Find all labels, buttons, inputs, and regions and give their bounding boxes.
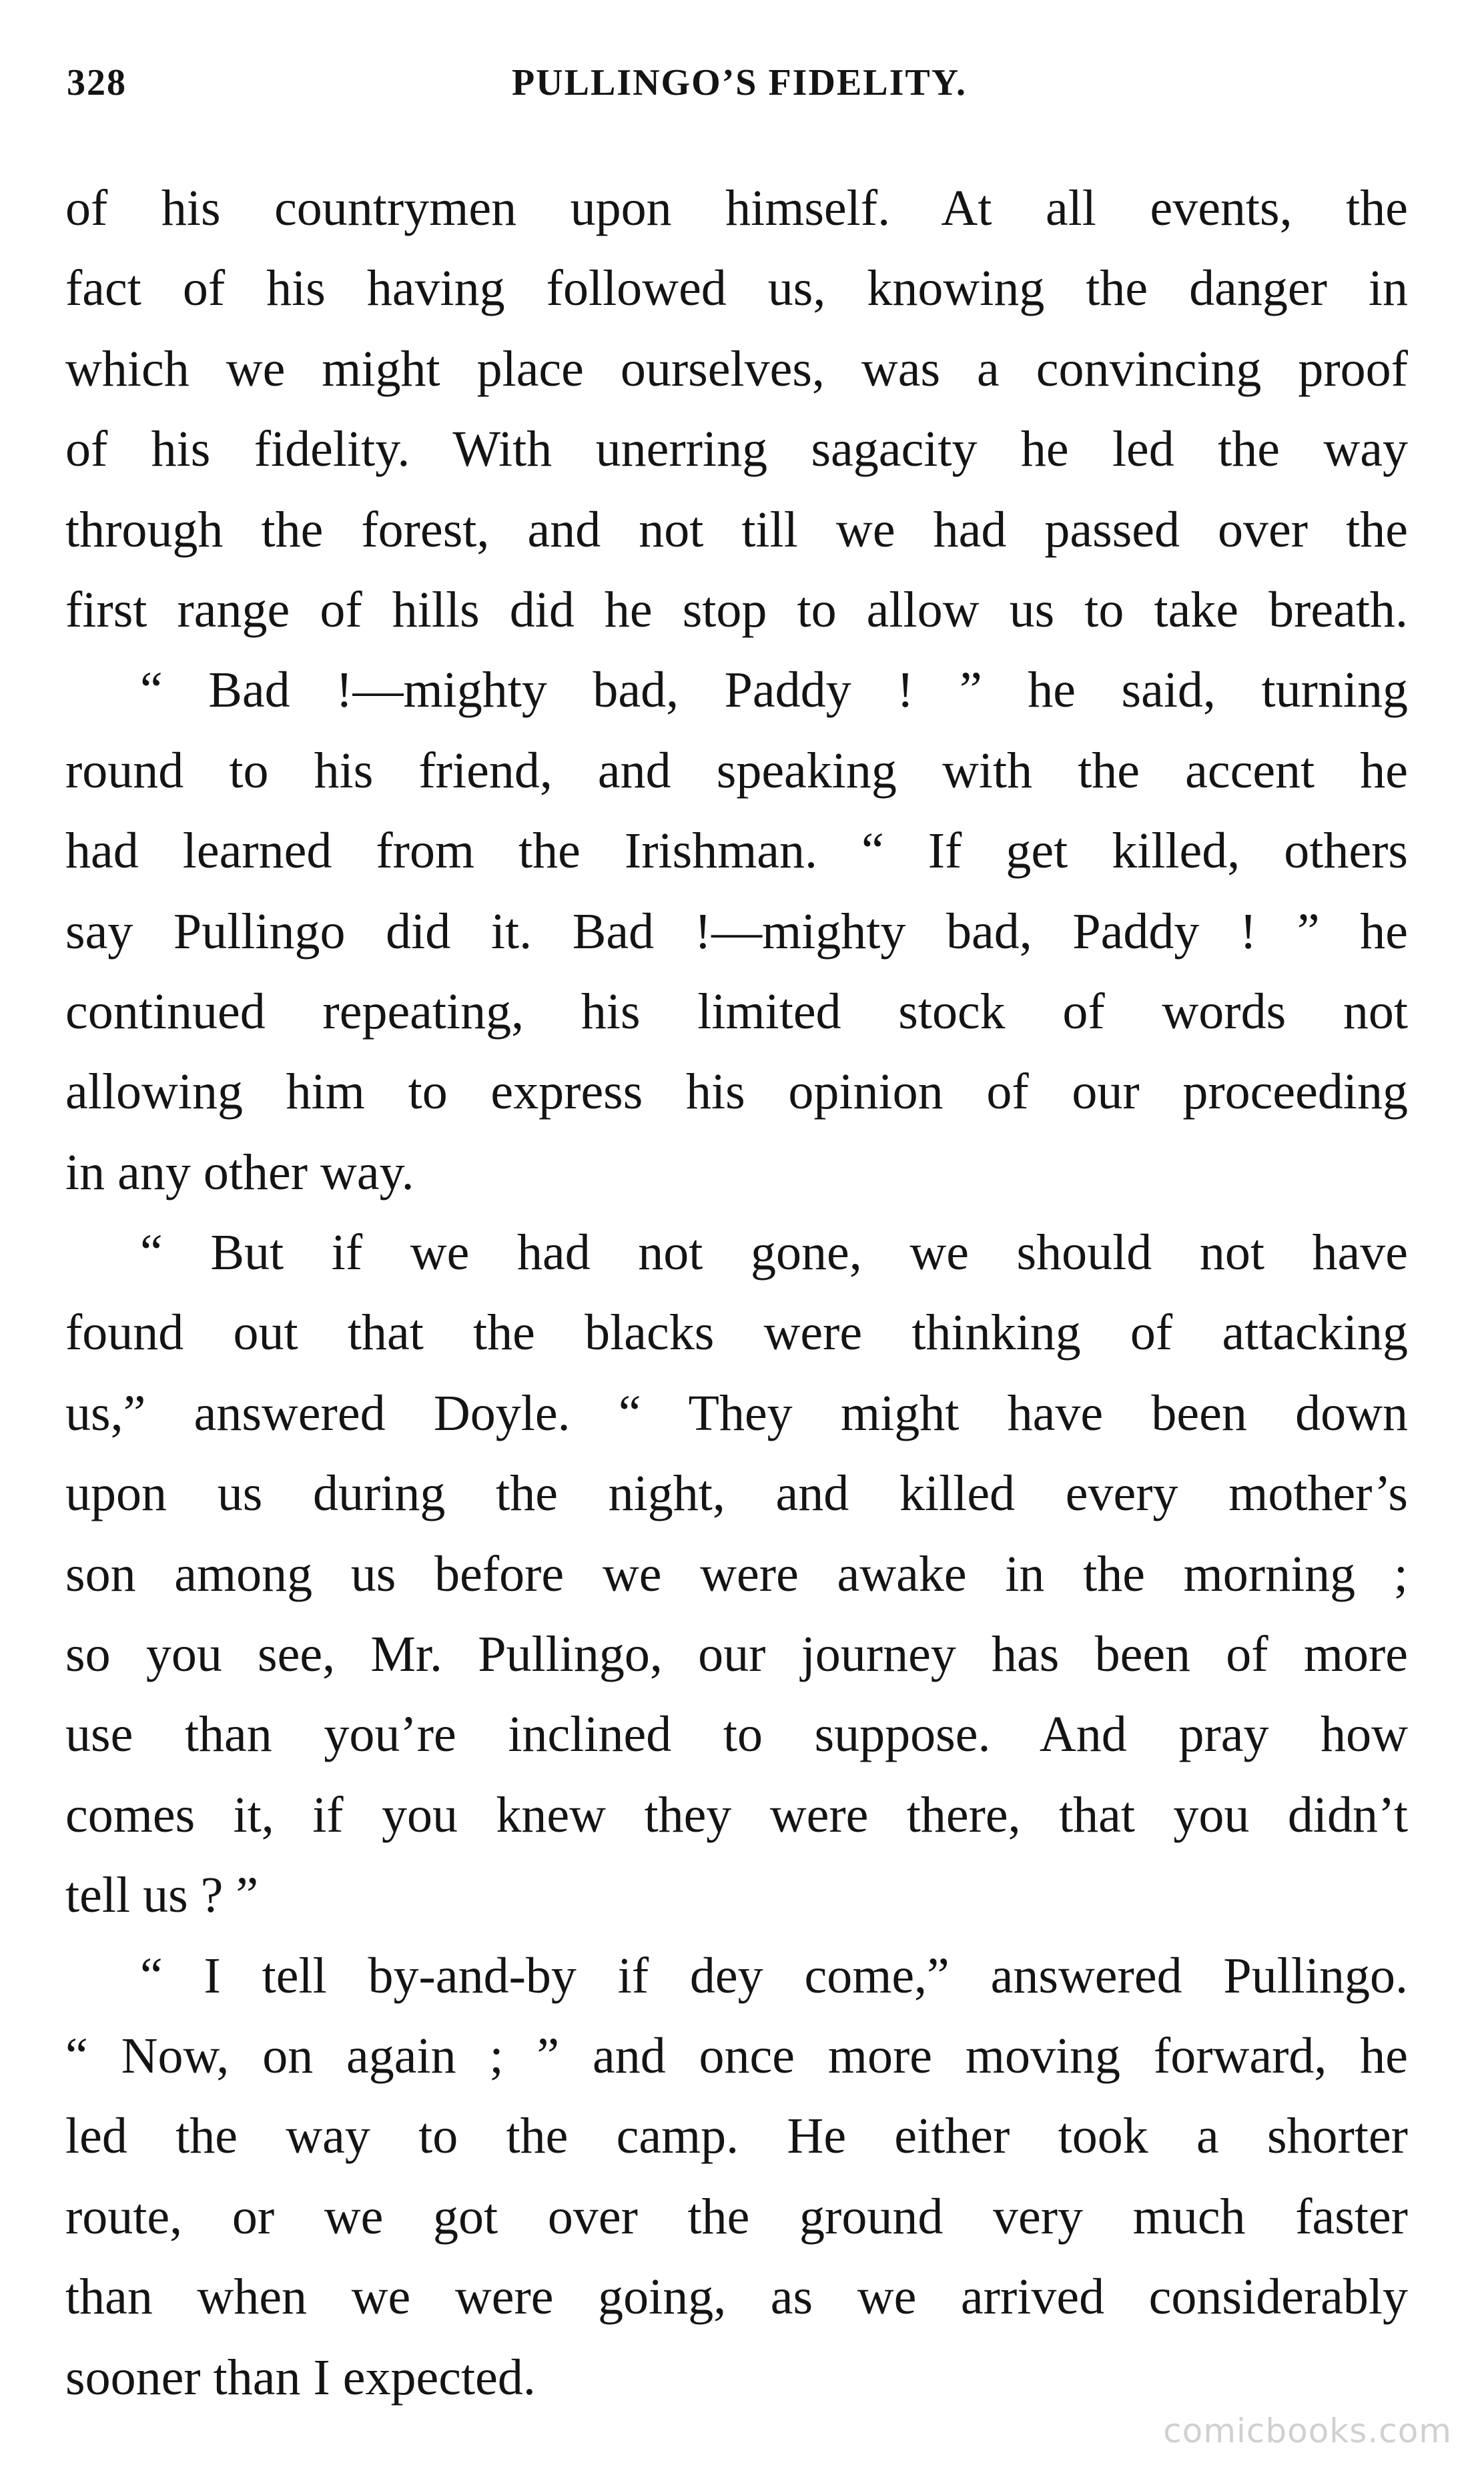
text-line: allowing him to express his opinion of our proceeding [65,1064,1408,1120]
text-line: us,” answered Doyle. “ They might have been down [65,1385,1408,1441]
text-line: say Pullingo did it. Bad !—mighty bad, Paddy ! ” he [65,903,1408,960]
text-line: had learned from the Irishman. “ If get killed, others [65,823,1408,879]
text-line: son among us before we were awake in the morning ; [65,1545,1408,1602]
text-line: “ Bad !—mighty bad, Paddy ! ” he said, turning [140,662,1408,719]
text-line: comes it, if you knew they were there, that you didn’t [65,1786,1408,1843]
text-line: led the way to the camp. He either took a shorter [65,2108,1408,2165]
text-line: route, or we got over the ground very much faster [65,2188,1408,2245]
text-line: through the forest, and not till we had passed over the [65,501,1408,558]
running-title: PULLINGO’S FIDELITY. [511,62,968,103]
text-line: of his fidelity. With unerring sagacity he led the way [65,421,1408,478]
text-line: so you see, Mr. Pullingo, our journey has been of more [65,1626,1408,1683]
text-line: use than you’re inclined to suppose. And pray how [65,1706,1408,1763]
text-line: in any other way. [65,1144,414,1200]
text-line: of his countrymen upon himself. At all events, the [65,180,1408,236]
text-line: “ I tell by-and-by if dey come,” answered Pullingo. [140,1947,1408,2004]
running-head [67,61,1412,115]
text-line: continued repeating, his limited stock of words not [65,983,1408,1040]
text-line: upon us during the night, and killed every mother’s [65,1465,1408,1522]
text-line: first range of hills did he stop to allow us to take breath. [65,581,1408,638]
text-line: sooner than I expected. [65,2349,536,2406]
text-line: tell us ? ” [65,1867,259,1924]
text-line: than when we were going, as we arrived considerably [65,2269,1408,2326]
text-line: “ Now, on again ; ” and once more moving forward, he [65,2027,1408,2084]
text-line: fact of his having followed us, knowing the danger in [65,260,1408,317]
text-line: found out that the blacks were thinking of attacking [65,1305,1408,1361]
watermark: comicbooks.com [1163,2412,1452,2450]
text-line: “ But if we had not gone, we should not have [140,1224,1408,1281]
text-line: which we might place ourselves, was a convincing proof [65,340,1408,397]
page-number: 328 [67,62,127,103]
text-line: round to his friend, and speaking with the accent he [65,742,1408,799]
body-text [65,168,1408,2418]
